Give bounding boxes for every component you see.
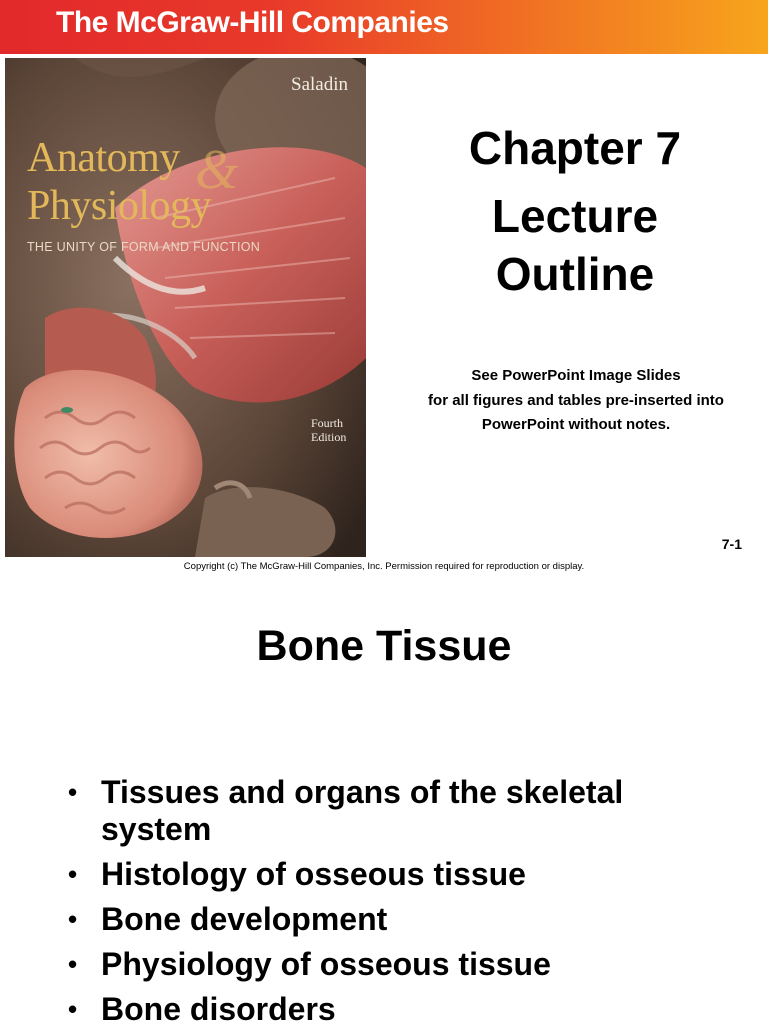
lecture-title-line: Outline xyxy=(495,248,655,300)
cover-edition-line: Edition xyxy=(311,430,347,444)
bullet-icon: • xyxy=(68,904,78,934)
cover-author: Saladin xyxy=(291,74,348,95)
list-item-text: Bone development xyxy=(101,901,388,937)
cover-ampersand: & xyxy=(195,139,239,201)
publisher-logo-text: The McGraw-Hill Companies xyxy=(56,6,449,39)
chapter-number: Chapter 7 xyxy=(468,122,682,174)
list-item-text: Tissues and organs of the skeletal system xyxy=(101,774,624,847)
cover-title xyxy=(27,134,211,230)
cover-edition-line: Fourth xyxy=(311,416,344,430)
cover-title-line: Physiology xyxy=(27,183,212,229)
cover-title-line: Anatomy xyxy=(27,135,180,181)
slide-number: 7-1 xyxy=(721,536,742,552)
list-item-text: Bone disorders xyxy=(101,991,336,1024)
bullet-icon: • xyxy=(68,949,78,979)
bullet-icon: • xyxy=(68,859,78,889)
publisher-banner xyxy=(0,0,768,54)
list-item-text: Histology of osseous tissue xyxy=(101,856,526,892)
chapter-heading xyxy=(385,120,765,302)
list-item xyxy=(66,774,706,848)
topic-list xyxy=(66,774,706,1024)
book-cover-image xyxy=(5,58,366,557)
bullet-icon: • xyxy=(68,777,78,807)
cover-subtitle: THE UNITY OF FORM AND FUNCTION xyxy=(27,240,261,254)
note-line: PowerPoint without notes. xyxy=(481,416,671,433)
anatomy-illustration xyxy=(5,58,366,557)
list-item xyxy=(66,901,706,938)
list-item xyxy=(66,856,706,893)
slide-title: Bone Tissue xyxy=(256,622,512,670)
note-line: See PowerPoint Image Slides xyxy=(471,367,681,384)
note-line: for all figures and tables pre-inserted into xyxy=(428,391,724,409)
powerpoint-note xyxy=(390,364,762,438)
lecture-title-line: Lecture xyxy=(491,190,659,242)
cover-edition xyxy=(311,416,366,444)
list-item xyxy=(66,946,706,983)
list-item xyxy=(66,991,706,1024)
copyright-notice: Copyright (c) The McGraw-Hill Companies, Inc. Permission required for reproduction or display. xyxy=(183,561,585,572)
list-item-text: Physiology of osseous tissue xyxy=(101,946,551,982)
bullet-icon: • xyxy=(68,994,78,1024)
